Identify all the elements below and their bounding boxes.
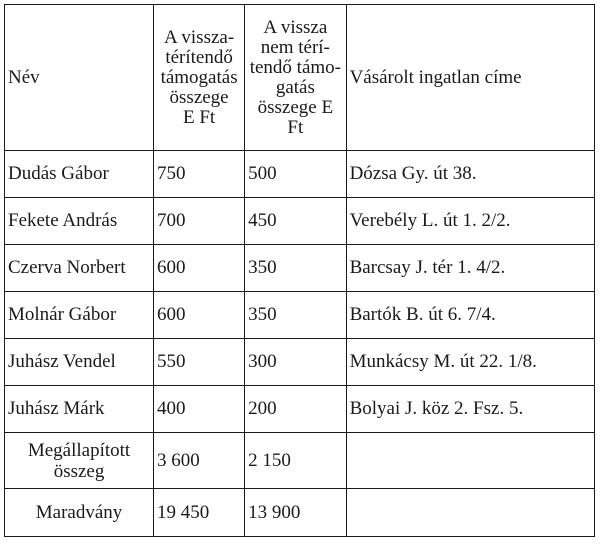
header-nonreturnable-amount <box>245 5 346 151</box>
cell-returnable: 400 <box>154 386 245 433</box>
cell-returnable: 750 <box>154 151 245 198</box>
header-nonreturnable-line: A vissza <box>263 16 328 38</box>
header-returnable-line: összege <box>169 86 229 108</box>
cell-name: Czerva Norbert <box>5 245 154 292</box>
cell-nonreturnable: 350 <box>245 245 346 292</box>
table-row <box>5 292 595 339</box>
cell-address: Verebély L. út 1. 2/2. <box>346 198 594 245</box>
table-row <box>5 245 595 292</box>
cell-address: Bolyai J. köz 2. Fsz. 5. <box>346 386 594 433</box>
total-returnable: 3 600 <box>154 433 245 489</box>
remainder-nonreturnable: 13 900 <box>245 489 346 537</box>
remainder-address <box>346 489 594 537</box>
total-label <box>5 433 154 489</box>
table-row <box>5 151 595 198</box>
cell-returnable: 550 <box>154 339 245 386</box>
cell-name: Juhász Vendel <box>5 339 154 386</box>
header-address: Vásárolt ingatlan címe <box>346 5 594 151</box>
cell-nonreturnable: 200 <box>245 386 346 433</box>
header-returnable-line: A vissza- <box>163 26 235 48</box>
table-row <box>5 339 595 386</box>
total-label-line: összeg <box>53 460 105 482</box>
cell-name: Dudás Gábor <box>5 151 154 198</box>
remainder-label: Maradvány <box>5 489 154 537</box>
cell-address: Munkácsy M. út 22. 1/8. <box>346 339 594 386</box>
header-name: Név <box>5 5 154 151</box>
header-nonreturnable-line: gatás <box>275 76 315 98</box>
cell-nonreturnable: 300 <box>245 339 346 386</box>
cell-name: Juhász Márk <box>5 386 154 433</box>
header-returnable-line: térítendő <box>165 46 233 68</box>
cell-name: Molnár Gábor <box>5 292 154 339</box>
table-row <box>5 198 595 245</box>
header-nonreturnable-line: összege E Ft <box>257 96 334 138</box>
header-returnable-amount <box>154 5 245 151</box>
cell-address: Barcsay J. tér 1. 4/2. <box>346 245 594 292</box>
cell-nonreturnable: 450 <box>245 198 346 245</box>
support-table <box>4 4 595 537</box>
cell-nonreturnable: 500 <box>245 151 346 198</box>
header-nonreturnable-line: nem térí- <box>260 36 330 58</box>
total-label-line: Megállapított <box>27 439 131 461</box>
header-returnable-line: támogatás <box>160 66 238 88</box>
table-row <box>5 386 595 433</box>
remainder-returnable: 19 450 <box>154 489 245 537</box>
cell-name: Fekete András <box>5 198 154 245</box>
total-nonreturnable: 2 150 <box>245 433 346 489</box>
header-nonreturnable-line: tendő támo- <box>249 56 341 78</box>
cell-returnable: 600 <box>154 292 245 339</box>
total-row <box>5 433 595 489</box>
remainder-row <box>5 489 595 537</box>
cell-nonreturnable: 350 <box>245 292 346 339</box>
cell-returnable: 600 <box>154 245 245 292</box>
header-returnable-line: E Ft <box>182 106 216 128</box>
cell-returnable: 700 <box>154 198 245 245</box>
cell-address: Bartók B. út 6. 7/4. <box>346 292 594 339</box>
cell-address: Dózsa Gy. út 38. <box>346 151 594 198</box>
header-row <box>5 5 595 151</box>
total-address <box>346 433 594 489</box>
